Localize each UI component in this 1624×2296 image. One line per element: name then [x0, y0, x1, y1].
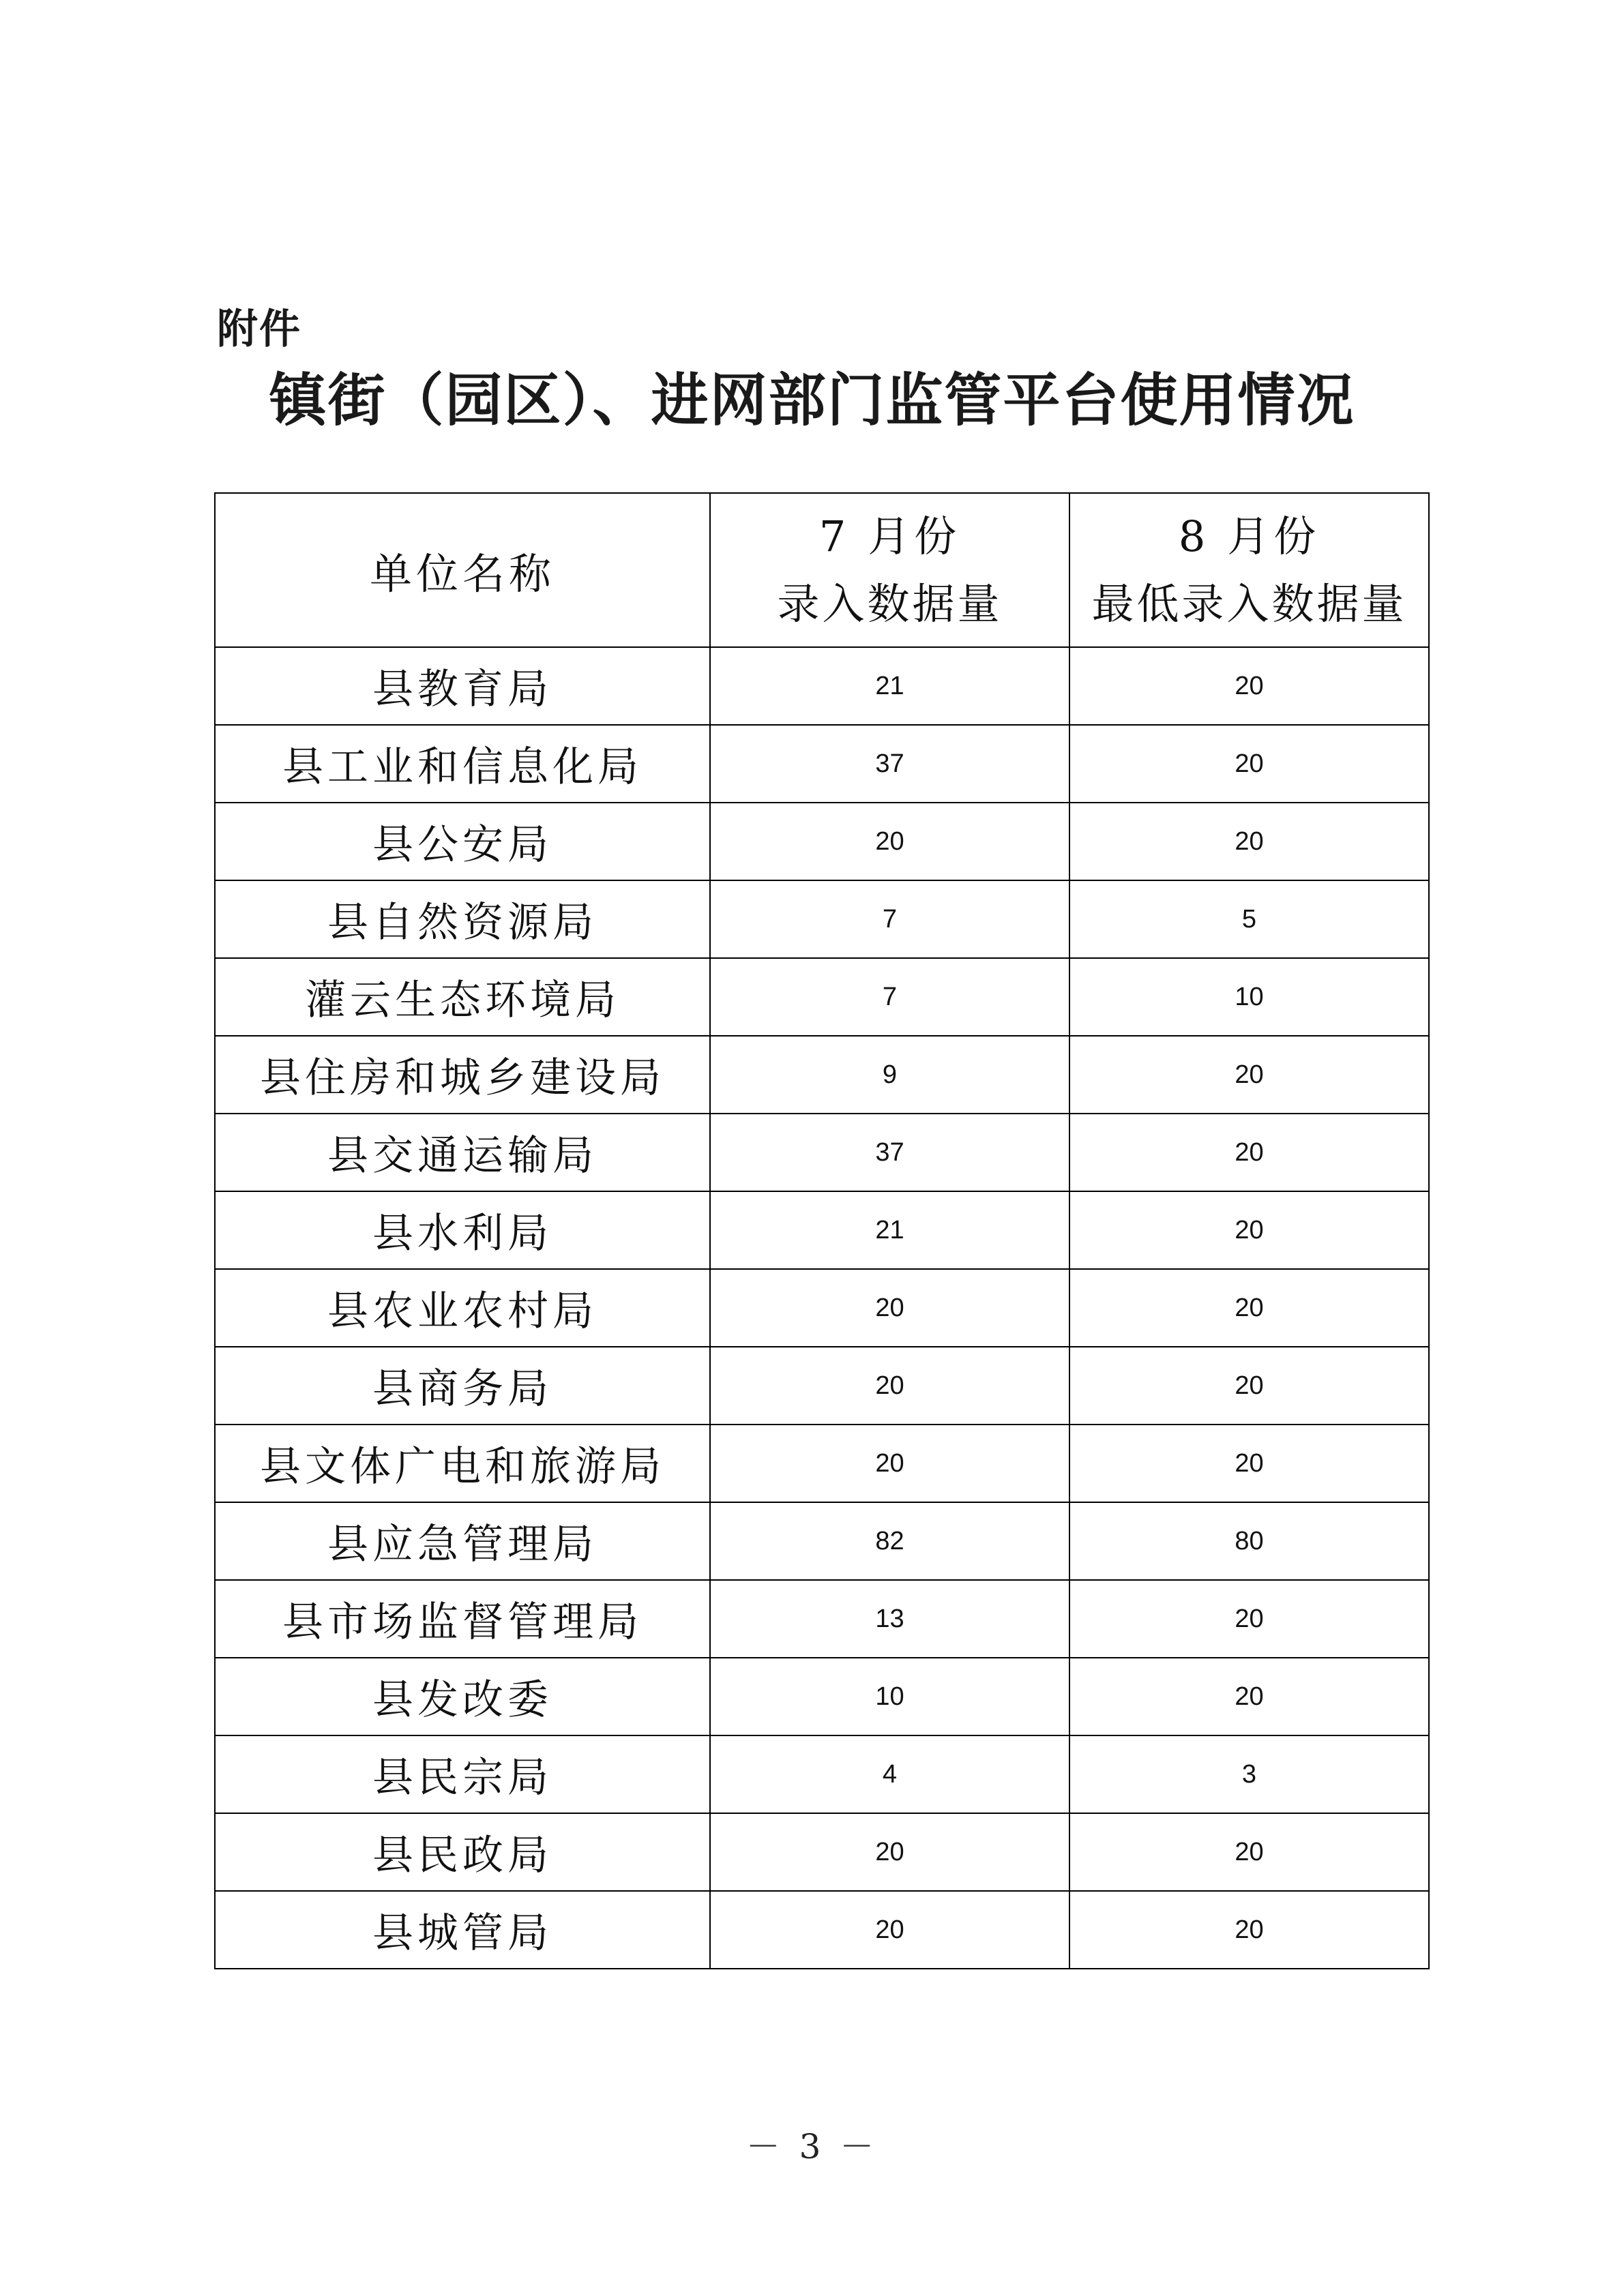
- unit-name-cell: 县工业和信息化局: [215, 725, 710, 803]
- table-row: [215, 803, 1429, 880]
- august-min-cell: 20: [1069, 1425, 1429, 1502]
- unit-name-cell: 灌云生态环境局: [215, 958, 710, 1036]
- august-min-cell: 3: [1069, 1735, 1429, 1813]
- usage-table: [214, 492, 1430, 1969]
- table-row: [215, 1580, 1429, 1658]
- july-entries-cell: 20: [710, 1269, 1069, 1347]
- july-entries-cell: 82: [710, 1502, 1069, 1580]
- table-row: [215, 958, 1429, 1036]
- header-july-label: 录入数据量: [777, 579, 1003, 629]
- table-row: [215, 1036, 1429, 1114]
- unit-name-cell: 县民政局: [215, 1813, 710, 1891]
- table-row: [215, 1658, 1429, 1735]
- unit-name-cell: 县城管局: [215, 1891, 710, 1969]
- header-july-entries: [710, 493, 1069, 647]
- page-number: － 3 －: [745, 2127, 879, 2166]
- table-row: [215, 1735, 1429, 1813]
- august-min-cell: 20: [1069, 725, 1429, 803]
- table-row: [215, 1347, 1429, 1425]
- unit-name-cell: 县住房和城乡建设局: [215, 1036, 710, 1114]
- july-entries-cell: 37: [710, 1114, 1069, 1191]
- unit-name-cell: 县交通运输局: [215, 1114, 710, 1191]
- july-entries-cell: 9: [710, 1036, 1069, 1114]
- july-entries-cell: 7: [710, 958, 1069, 1036]
- august-min-cell: 5: [1069, 880, 1429, 958]
- july-entries-cell: 20: [710, 1813, 1069, 1891]
- table-row: [215, 647, 1429, 725]
- document-title: 镇街（园区）、进网部门监管平台使用情况: [269, 367, 1355, 434]
- unit-name-cell: 县应急管理局: [215, 1502, 710, 1580]
- unit-name-cell: 县农业农村局: [215, 1269, 710, 1347]
- table-body: [215, 647, 1429, 1969]
- july-entries-cell: 7: [710, 880, 1069, 958]
- august-min-cell: 20: [1069, 803, 1429, 880]
- august-min-cell: 20: [1069, 1114, 1429, 1191]
- table-row: [215, 1114, 1429, 1191]
- august-min-cell: 20: [1069, 647, 1429, 725]
- table-row: [215, 1813, 1429, 1891]
- unit-name-cell: 县民宗局: [215, 1735, 710, 1813]
- unit-name-cell: 县教育局: [215, 647, 710, 725]
- header-july-month: 7 月份: [818, 511, 961, 561]
- august-min-cell: 20: [1069, 1191, 1429, 1269]
- unit-name-cell: 县文体广电和旅游局: [215, 1425, 710, 1502]
- header-august-month: 8 月份: [1178, 511, 1320, 561]
- table-header-row: [215, 493, 1429, 647]
- unit-name-cell: 县发改委: [215, 1658, 710, 1735]
- table-row: [215, 1269, 1429, 1347]
- july-entries-cell: 10: [710, 1658, 1069, 1735]
- table-row: [215, 1891, 1429, 1969]
- table-row: [215, 880, 1429, 958]
- unit-name-cell: 县公安局: [215, 803, 710, 880]
- table-row: [215, 1425, 1429, 1502]
- july-entries-cell: 4: [710, 1735, 1069, 1813]
- july-entries-cell: 13: [710, 1580, 1069, 1658]
- unit-name-cell: 县市场监督管理局: [215, 1580, 710, 1658]
- august-min-cell: 20: [1069, 1580, 1429, 1658]
- july-entries-cell: 20: [710, 803, 1069, 880]
- table-row: [215, 725, 1429, 803]
- attachment-label: 附件: [217, 305, 301, 353]
- july-entries-cell: 20: [710, 1425, 1069, 1502]
- july-entries-cell: 21: [710, 647, 1069, 725]
- august-min-cell: 20: [1069, 1658, 1429, 1735]
- july-entries-cell: 37: [710, 725, 1069, 803]
- august-min-cell: 20: [1069, 1891, 1429, 1969]
- august-min-cell: 80: [1069, 1502, 1429, 1580]
- unit-name-cell: 县自然资源局: [215, 880, 710, 958]
- header-august-min: [1069, 493, 1429, 647]
- august-min-cell: 20: [1069, 1347, 1429, 1425]
- august-min-cell: 20: [1069, 1269, 1429, 1347]
- header-unit-name: 单位名称: [215, 493, 710, 647]
- header-august-label: 最低录入数据量: [1091, 579, 1407, 629]
- august-min-cell: 20: [1069, 1813, 1429, 1891]
- table-row: [215, 1502, 1429, 1580]
- july-entries-cell: 20: [710, 1347, 1069, 1425]
- unit-name-cell: 县商务局: [215, 1347, 710, 1425]
- july-entries-cell: 20: [710, 1891, 1069, 1969]
- august-min-cell: 20: [1069, 1036, 1429, 1114]
- august-min-cell: 10: [1069, 958, 1429, 1036]
- table-row: [215, 1191, 1429, 1269]
- unit-name-cell: 县水利局: [215, 1191, 710, 1269]
- july-entries-cell: 21: [710, 1191, 1069, 1269]
